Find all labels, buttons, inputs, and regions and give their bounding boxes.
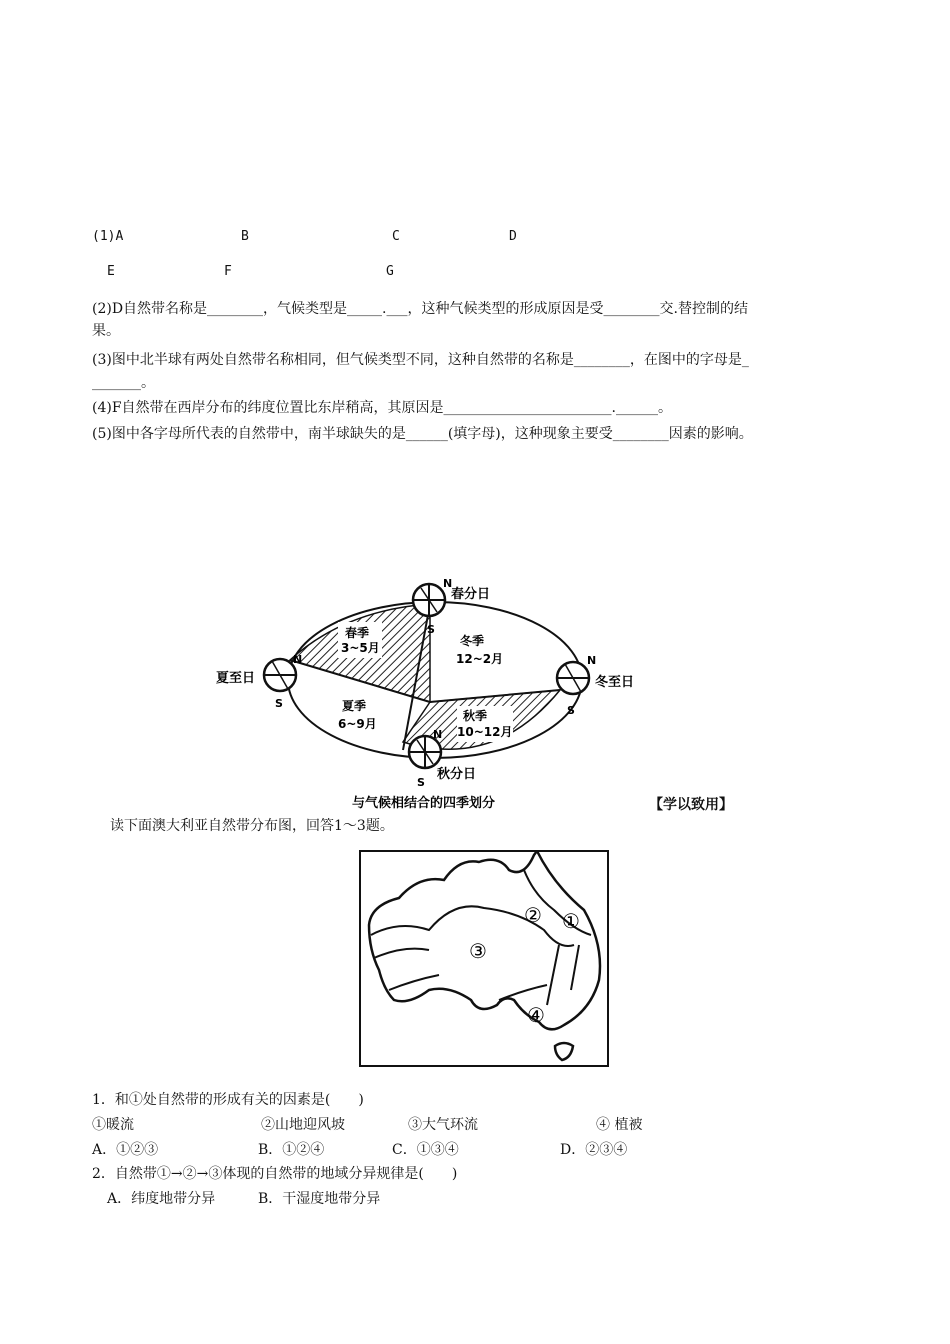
summer-solstice-label: 夏至日 [216,671,256,686]
autumn-equinox-label: 秋分日 [437,767,477,782]
question1-option-a[interactable]: A．①②③ [92,1142,159,1158]
north-marker-summer: N [293,653,303,666]
globe-summer-solstice-icon [264,659,296,691]
autumn-season-name: 秋季 [463,709,488,723]
section-title: 【学以致用】 [649,797,733,813]
q3-line2: _______。 [92,375,155,391]
question1-stem: 1．和①处自然带的形成有关的因素是( ) [92,1092,364,1108]
north-marker-winter: N [587,654,597,667]
q1-label-c: C [392,229,400,244]
q1-label-e: E [107,264,115,279]
q1-label-d: D [509,229,517,244]
question1-option-c[interactable]: C．①③④ [392,1142,459,1158]
australia-zone-map [359,850,609,1067]
q4-line1: (4)F自然带在西岸分布的纬度位置比东岸稍高，其原因是________________________.______。 [92,400,672,416]
map-zone-label-3: ③ [469,939,487,963]
north-marker-spring: N [443,577,453,590]
winter-season-months: 12~2月 [456,652,504,666]
q1-label-f: F [224,264,232,279]
map-zone-label-2: ① [562,909,580,933]
summer-season-months: 6~9月 [338,717,377,731]
autumn-season-months: 10~12月 [457,725,513,739]
spring-season-months: 3~5月 [341,641,380,655]
globe-winter-solstice-icon [557,662,589,694]
question1-factor3: ③大气环流 [408,1117,478,1133]
q1-label-g: G [386,264,394,279]
question1-factor1: ①暖流 [92,1117,134,1133]
question1-option-d[interactable]: D．②③④ [560,1142,628,1158]
q1-label-a: (1)A [92,229,124,244]
question2-option-a[interactable]: A．纬度地带分异 [107,1191,216,1207]
question1-option-b[interactable]: B．①②④ [258,1142,325,1158]
spring-equinox-label: 春分日 [451,587,491,602]
question2-stem: 2．自然带①→②→③体现的自然带的地域分异规律是( ) [92,1166,458,1182]
summer-season-name: 夏季 [342,699,367,713]
question1-factor2: ②山地迎风坡 [261,1117,345,1133]
north-marker-autumn: N [433,728,443,741]
winter-solstice-label: 冬至日 [595,675,635,690]
south-marker-autumn: S [417,776,425,789]
question2-option-b[interactable]: B．干湿度地带分异 [258,1191,381,1207]
map-zone-label-1: ② [524,903,542,927]
season-figure-caption: 与气候相结合的四季划分 [352,796,496,811]
spring-season-name: 春季 [345,626,370,640]
south-marker-spring: S [427,623,435,636]
map-zone-label-4: ④ [527,1003,545,1027]
season-orbit-figure [205,570,655,815]
q5-line1: (5)图中各字母所代表的自然带中，南半球缺失的是______(填字母)，这种现象主要受________因素的影响。 [92,426,753,442]
south-marker-summer: S [275,697,283,710]
q2-line1: (2)D自然带名称是________，气候类型是_____.___，这种气候类型的形成原因是受________交.替控制的结 [92,301,748,317]
globe-spring-equinox-icon [413,584,445,616]
q3-line1: (3)图中北半球有两处自然带名称相同，但气候类型不同，这种自然带的名称是________，在图中的字母是_ [92,352,749,368]
q2-line2: 果。 [92,323,120,339]
south-marker-winter: S [567,704,575,717]
q1-label-b: B [241,229,249,244]
question1-factor4: ④ 植被 [596,1117,643,1133]
winter-season-name: 冬季 [460,634,485,648]
intro-text: 读下面澳大利亚自然带分布图，回答1～3题。 [110,818,394,834]
